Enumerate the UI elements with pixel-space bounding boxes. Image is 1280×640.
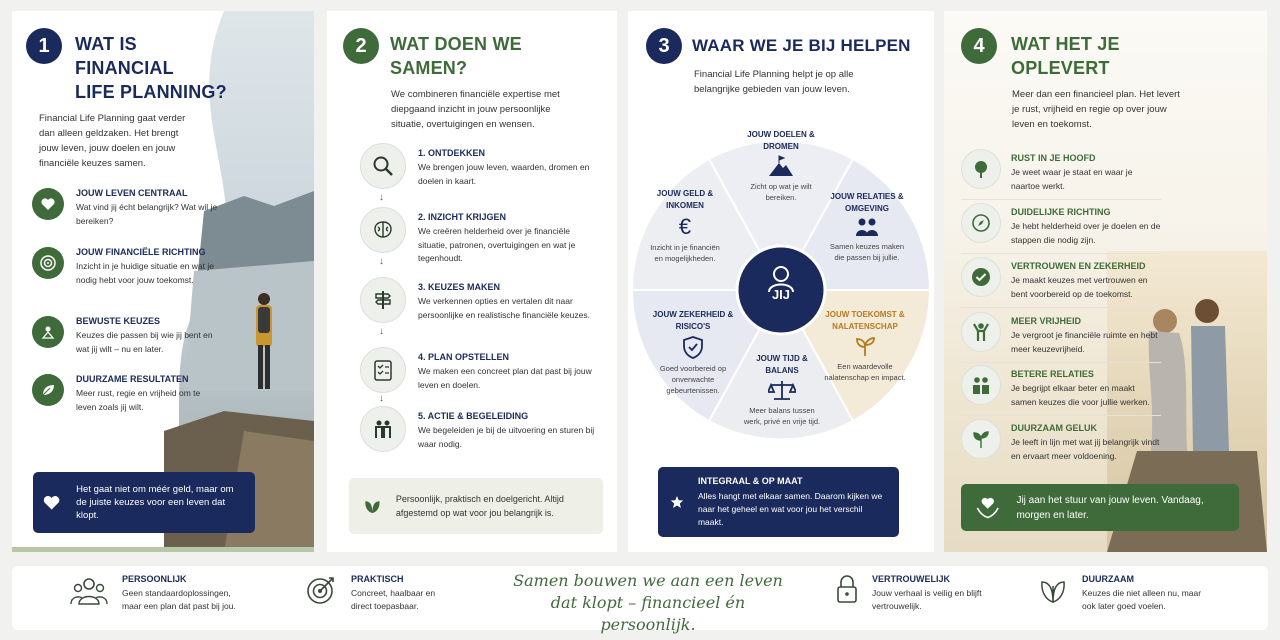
segment-text: Een waardevolle nalatenschap en impact.	[824, 362, 906, 382]
process-step	[360, 207, 600, 266]
tree-icon	[961, 149, 1001, 189]
arrow-down-icon: ↓	[379, 256, 384, 267]
footer-item	[836, 574, 982, 613]
scale-icon	[768, 379, 796, 401]
footer-item	[1038, 574, 1202, 613]
hands-heart-icon	[975, 492, 1000, 524]
wheel-label-zekerheid	[652, 309, 734, 396]
title-line: LIFE PLANNING?	[75, 82, 227, 102]
intro-text: We combineren financiële expertise met diepgaand inzicht in jouw persoonlijke situatie, overtuigingen en wensen.	[391, 89, 560, 130]
callout-text: Alles hangt met elkaar samen. Daarom kijken we naar het geheel en wat voor jou het verschil maakt.	[697, 490, 883, 527]
star-icon	[670, 488, 684, 516]
brain-icon	[360, 207, 406, 253]
callout-box	[961, 484, 1239, 531]
wheel-label-doelen	[743, 129, 819, 203]
segment-text: Meer balans tussen werk, privé en vrije tijd.	[743, 406, 821, 426]
slogan-line: dat klopt – financieel én persoonlijk.	[550, 593, 746, 634]
callout-box	[349, 478, 603, 534]
panel-waar-we-je-bij-helpen	[628, 11, 934, 552]
item-text: Je leeft in lijn met wat jij belangrijk vindt en ervaart meer voldoening.	[1011, 437, 1160, 461]
page-title	[390, 32, 522, 80]
item-title: DUIDELIJKE RICHTING	[1011, 207, 1111, 217]
callout-box	[33, 472, 255, 533]
step-number-4: 4	[961, 28, 997, 64]
process-step	[360, 143, 600, 189]
step-number-3: 3	[646, 28, 682, 64]
heart-icon	[43, 488, 60, 518]
list-item	[32, 188, 222, 228]
segment-text: Inzicht in je financiën en mogelijkheden.	[650, 243, 720, 263]
title-line: SAMEN?	[390, 58, 468, 78]
item-title: VERTROUWEN EN ZEKERHEID	[1011, 261, 1146, 271]
item-text: Keuzes die passen bij wie jij bent en wat jij wilt – nu en later.	[76, 330, 213, 354]
benefit-item	[961, 312, 1161, 363]
item-text: Je begrijpt elkaar beter en maakt samen keuzes die voor jullie werken.	[1011, 383, 1150, 407]
item-text: Wat vind jij écht belangrijk? Wat wil je bereiken?	[76, 202, 218, 226]
step-text: We verkennen opties en vertalen dit naar persoonlijke en realistische financiële keuzes.	[418, 296, 590, 320]
mountain-flag-icon	[767, 155, 795, 177]
step-number-1: 1	[26, 28, 62, 64]
title-line: OPLEVERT	[1011, 58, 1110, 78]
step-title: 3. KEUZES MAKEN	[418, 282, 501, 292]
wheel-label-toekomst	[820, 309, 910, 383]
callout-title: INTEGRAAL & OP MAAT	[697, 475, 803, 486]
step-title: 2. INZICHT KRIJGEN	[418, 212, 507, 222]
freedom-icon	[961, 312, 1001, 352]
panel-financial-life-planning	[12, 11, 314, 552]
signpost-icon	[360, 277, 406, 323]
item-title: DUURZAME RESULTATEN	[76, 374, 189, 384]
footer-title: PERSOONLIJK	[122, 574, 187, 584]
item-title: JOUW LEVEN CENTRAAL	[76, 188, 188, 198]
process-step	[360, 347, 600, 393]
segment-text: Samen keuzes maken die passen bij jullie.	[829, 242, 905, 262]
wheel-label-geld	[650, 188, 720, 264]
footer-title: VERTROUWELIJK	[872, 574, 951, 584]
item-text: Inzicht in je huidige situatie en wat je nodig hebt voor jouw toekomst.	[76, 261, 214, 285]
page-title: WAAR WE JE BIJ HELPEN	[692, 36, 911, 55]
arrow-down-icon: ↓	[379, 326, 384, 337]
shield-icon	[682, 335, 704, 359]
segment-title: JOUW RELATIES & OMGEVING	[830, 192, 904, 213]
item-title: RUST IN JE HOOFD	[1011, 153, 1096, 163]
title-line: WAT DOEN WE	[390, 34, 522, 54]
slogan-line: Samen bouwen we aan een leven	[513, 571, 783, 590]
arrow-down-icon: ↓	[379, 192, 384, 203]
process-step	[360, 406, 600, 452]
footer-text: Concreet, haalbaar en direct toepasbaar.	[351, 588, 436, 611]
step-text: We begeleiden je bij de uitvoering en sturen bij waar nodig.	[418, 425, 595, 449]
segment-title: JOUW TIJD & BALANS	[756, 354, 808, 375]
benefit-item	[961, 149, 1161, 200]
process-step	[360, 277, 600, 323]
benefit-item	[961, 419, 1161, 463]
checklist-icon	[360, 347, 406, 393]
step-text: We maken een concreet plan dat past bij jouw leven en doelen.	[418, 366, 592, 390]
leaf-icon	[1038, 574, 1068, 604]
benefit-item	[961, 365, 1161, 416]
title-line: WAT HET JE	[1011, 34, 1120, 54]
magnifier-icon	[360, 143, 406, 189]
step-title: 5. ACTIE & BEGELEIDING	[418, 411, 529, 421]
leaf-icon	[32, 374, 64, 406]
step-number-2: 2	[343, 28, 379, 64]
benefit-item	[961, 257, 1161, 308]
title-line: WAT IS	[75, 34, 137, 54]
item-text: Je vergroot je financiële ruimte en hebt meer keuzevrijheid.	[1011, 330, 1158, 354]
footer-text: Keuzes die niet alleen nu, maar ook later goed voelen.	[1082, 588, 1202, 611]
item-title: MEER VRIJHEID	[1011, 316, 1082, 326]
intro-text: Financial Life Planning gaat verder dan alleen geldzaken. Het brengt jouw leven, jouw doelen en jouw financiële keuzes samen.	[39, 113, 186, 169]
list-item	[32, 316, 222, 356]
arrow-down-icon: ↓	[379, 393, 384, 404]
callout-text: Persoonlijk, praktisch en doelgericht. Altijd afgestemd op wat voor jou belangrijk is.	[395, 494, 564, 518]
footer-title: DUURZAAM	[1082, 574, 1134, 584]
item-title: JOUW FINANCIËLE RICHTING	[76, 247, 206, 257]
item-text: Je weet waar je staat en waar je naartoe werkt.	[1011, 167, 1133, 191]
sprout-icon	[961, 419, 1001, 459]
list-item	[32, 374, 222, 414]
step-title: 4. PLAN OPSTELLEN	[418, 352, 510, 362]
people-icon	[360, 406, 406, 452]
item-title: BEWUSTE KEUZES	[76, 316, 161, 326]
wheel-label-tijd	[742, 353, 822, 427]
plant-icon	[853, 335, 877, 357]
page-title	[1011, 32, 1120, 80]
person-icon	[32, 316, 64, 348]
footer-text: Geen standaardoplossingen, maar een plan dat past bij jou.	[122, 588, 236, 611]
segment-title: JOUW TOEKOMST & NALATENSCHAP	[825, 310, 905, 331]
people-icon	[961, 365, 1001, 405]
compass-icon	[961, 203, 1001, 243]
step-text: We creëren helderheid over je financiële situatie, patronen, overtuigingen en wat je tegenhoudt.	[418, 226, 576, 263]
step-text: We brengen jouw leven, waarden, dromen en doelen in kaart.	[418, 162, 590, 186]
segment-title: JOUW DOELEN & DROMEN	[747, 130, 815, 151]
item-text: Meer rust, regie en vrijheid om te leven zoals jij wilt.	[76, 388, 201, 412]
heart-icon	[32, 188, 64, 220]
panel-wat-het-je-oplevert	[944, 11, 1267, 552]
footer-title: PRAKTISCH	[351, 574, 404, 584]
item-text: Je maakt keuzes met vertrouwen en bent voorbereid op de toekomst.	[1011, 275, 1148, 299]
title-line: FINANCIAL	[75, 58, 174, 78]
group-icon	[70, 574, 108, 608]
step-title: 1. ONTDEKKEN	[418, 148, 486, 158]
check-icon	[961, 257, 1001, 297]
footer-bar	[12, 566, 1268, 634]
intro-text: Meer dan een financieel plan. Het levert je rust, vrijheid en regie op over jouw leven en toekomst.	[1012, 89, 1180, 130]
callout-text: Het gaat niet om méér geld, maar om de juiste keuzes voor een leven dat klopt.	[76, 484, 234, 521]
target-icon	[305, 574, 337, 606]
callout-box	[658, 467, 899, 537]
wheel-label-relaties	[828, 191, 906, 263]
callout-text: Jij aan het stuur van jouw leven. Vandaag, morgen en later.	[1016, 494, 1204, 521]
people-icon	[853, 217, 881, 237]
item-text: Je hebt helderheid over je doelen en de stappen die nodig zijn.	[1011, 221, 1161, 245]
item-title: BETERE RELATIES	[1011, 369, 1094, 379]
benefit-item	[961, 203, 1161, 254]
bottom-accent	[12, 547, 314, 552]
footer-item	[70, 574, 252, 613]
page-title	[75, 32, 227, 104]
segment-title: JOUW ZEKERHEID & RISICO'S	[652, 310, 734, 331]
list-item	[32, 247, 222, 287]
panel-wat-doen-we-samen	[327, 11, 617, 552]
item-title: DUURZAAM GELUK	[1011, 423, 1097, 433]
intro-text: Financial Life Planning helpt je op alle belangrijke gebieden van jouw leven.	[694, 69, 854, 95]
footer-text: Jouw verhaal is veilig en blijft vertrouwelijk.	[872, 588, 982, 611]
segment-text: Goed voorbereid op onverwachte gebeurtenissen.	[659, 364, 727, 395]
segment-text: Zicht op wat je wilt bereiken.	[750, 182, 812, 202]
slogan	[508, 570, 788, 640]
footer-item	[305, 574, 451, 613]
euro-icon: €	[678, 214, 692, 239]
center-label: JIJ	[771, 287, 791, 302]
leaf-icon	[363, 492, 382, 520]
lock-icon	[836, 574, 858, 604]
target-icon	[32, 247, 64, 279]
segment-title: JOUW GELD & INKOMEN	[656, 189, 714, 210]
